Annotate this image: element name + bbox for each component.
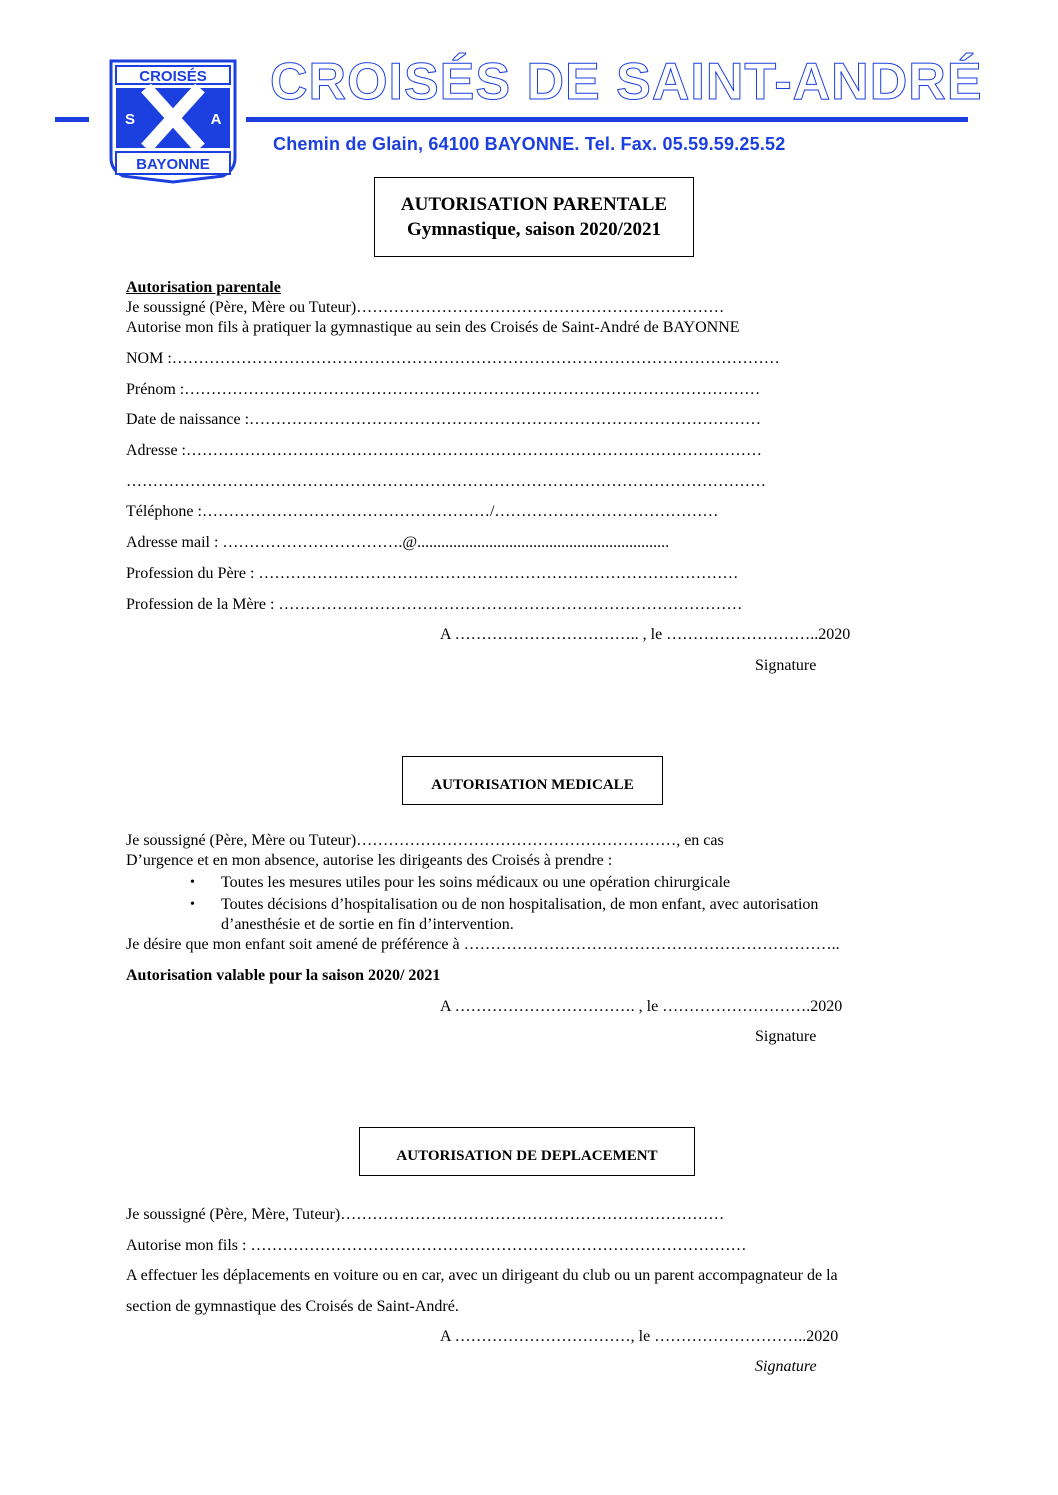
club-address: Chemin de Glain, 64100 BAYONNE. Tel. Fax. 05.59.59.25.52 <box>273 134 786 154</box>
medical-validity: Autorisation valable pour la saison 2020/ 2021 <box>126 967 441 984</box>
field-prenom: Prénom :……………………………………………………………………………………………… <box>126 381 761 398</box>
field-birthdate: Date de naissance :…………………………………………………………………………………… <box>126 411 762 428</box>
header-rule-left <box>55 117 89 122</box>
medical-guardian-line: Je soussigné (Père, Mère ou Tuteur)……………………………………………………, en cas <box>126 832 724 849</box>
signature-parental: Signature <box>755 657 817 674</box>
medical-bullet-1: Toutes les mesures utiles pour les soins médicaux ou une opération chirurgicale <box>221 874 731 891</box>
title-travel: AUTORISATION DE DEPLACEMENT <box>396 1148 658 1164</box>
place-date-medical: A ……………………………. , le ……………………….2020 <box>440 998 843 1015</box>
club-name: CROISÉS DE SAINT-ANDRÉ <box>270 53 983 111</box>
bullet-icon: • <box>190 875 195 890</box>
field-email: Adresse mail : …………………………….@............................................................... <box>126 534 670 551</box>
header-rule <box>246 117 968 122</box>
club-logo <box>108 58 238 184</box>
field-address: Adresse :……………………………………………………………………………………………… <box>126 442 762 459</box>
place-date-parental: A …………………………….. , le ………………………..2020 <box>440 626 851 643</box>
field-mother-job: Profession de la Mère : …………………………………………………………………………… <box>126 596 743 613</box>
travel-guardian-line: Je soussigné (Père, Mère, Tuteur)……………………………………………………………… <box>126 1206 725 1223</box>
bullet-icon: • <box>190 897 195 912</box>
travel-description-line2: section de gymnastique des Croisés de Saint-André. <box>126 1298 459 1315</box>
title-box-parental <box>374 177 694 257</box>
medical-bullet-2: Toutes décisions d’hospitalisation ou de non hospitalisation, de mon enfant, avec autorisation <box>221 896 819 913</box>
travel-son-line: Autorise mon fils : ………………………………………………………………………………… <box>126 1237 747 1254</box>
field-father-job: Profession du Père : ……………………………………………………………………………… <box>126 565 739 582</box>
medical-urgency-line: D’urgence et en mon absence, autorise les dirigeants des Croisés à prendre : <box>126 852 613 869</box>
medical-preference-line: Je désire que mon enfant soit amené de préférence à …………………………………………………………….. <box>126 936 840 953</box>
field-phone: Téléphone :………………………………………………/…………………………………… <box>126 503 719 520</box>
heading-parental: Autorisation parentale <box>126 279 281 296</box>
title-medical: AUTORISATION MEDICALE <box>431 777 634 793</box>
field-address-line2: ………………………………………………………………………………………………………… <box>126 473 766 490</box>
place-date-travel: A ……………………………, le ………………………..2020 <box>440 1328 839 1345</box>
medical-bullet-2-cont: d’anesthésie et de sortie en fin d’intervention. <box>221 916 514 933</box>
logo-bottom-text: BAYONNE <box>136 156 210 173</box>
title-parental: AUTORISATION PARENTALE <box>400 194 668 215</box>
authorize-line: Autorise mon fils à pratiquer la gymnastique au sein des Croisés de Saint-André de BAYONNE <box>126 319 740 336</box>
title-box-travel <box>359 1127 695 1176</box>
field-guardian-name: Je soussigné (Père, Mère ou Tuteur)…………………………………………………………… <box>126 299 725 316</box>
signature-travel: Signature <box>755 1358 817 1375</box>
subtitle-season: Gymnastique, saison 2020/2021 <box>407 219 661 240</box>
travel-description-line1: A effectuer les déplacements en voiture ou en car, avec un dirigeant du club ou un parent accompagnateur de la <box>126 1267 838 1284</box>
title-box-medical <box>402 756 663 805</box>
logo-right-letter: A <box>210 111 222 128</box>
field-nom: NOM :…………………………………………………………………………………………………… <box>126 350 780 367</box>
logo-left-letter: S <box>124 111 136 128</box>
logo-top-text: CROISÉS <box>139 68 207 85</box>
signature-medical: Signature <box>755 1028 817 1045</box>
